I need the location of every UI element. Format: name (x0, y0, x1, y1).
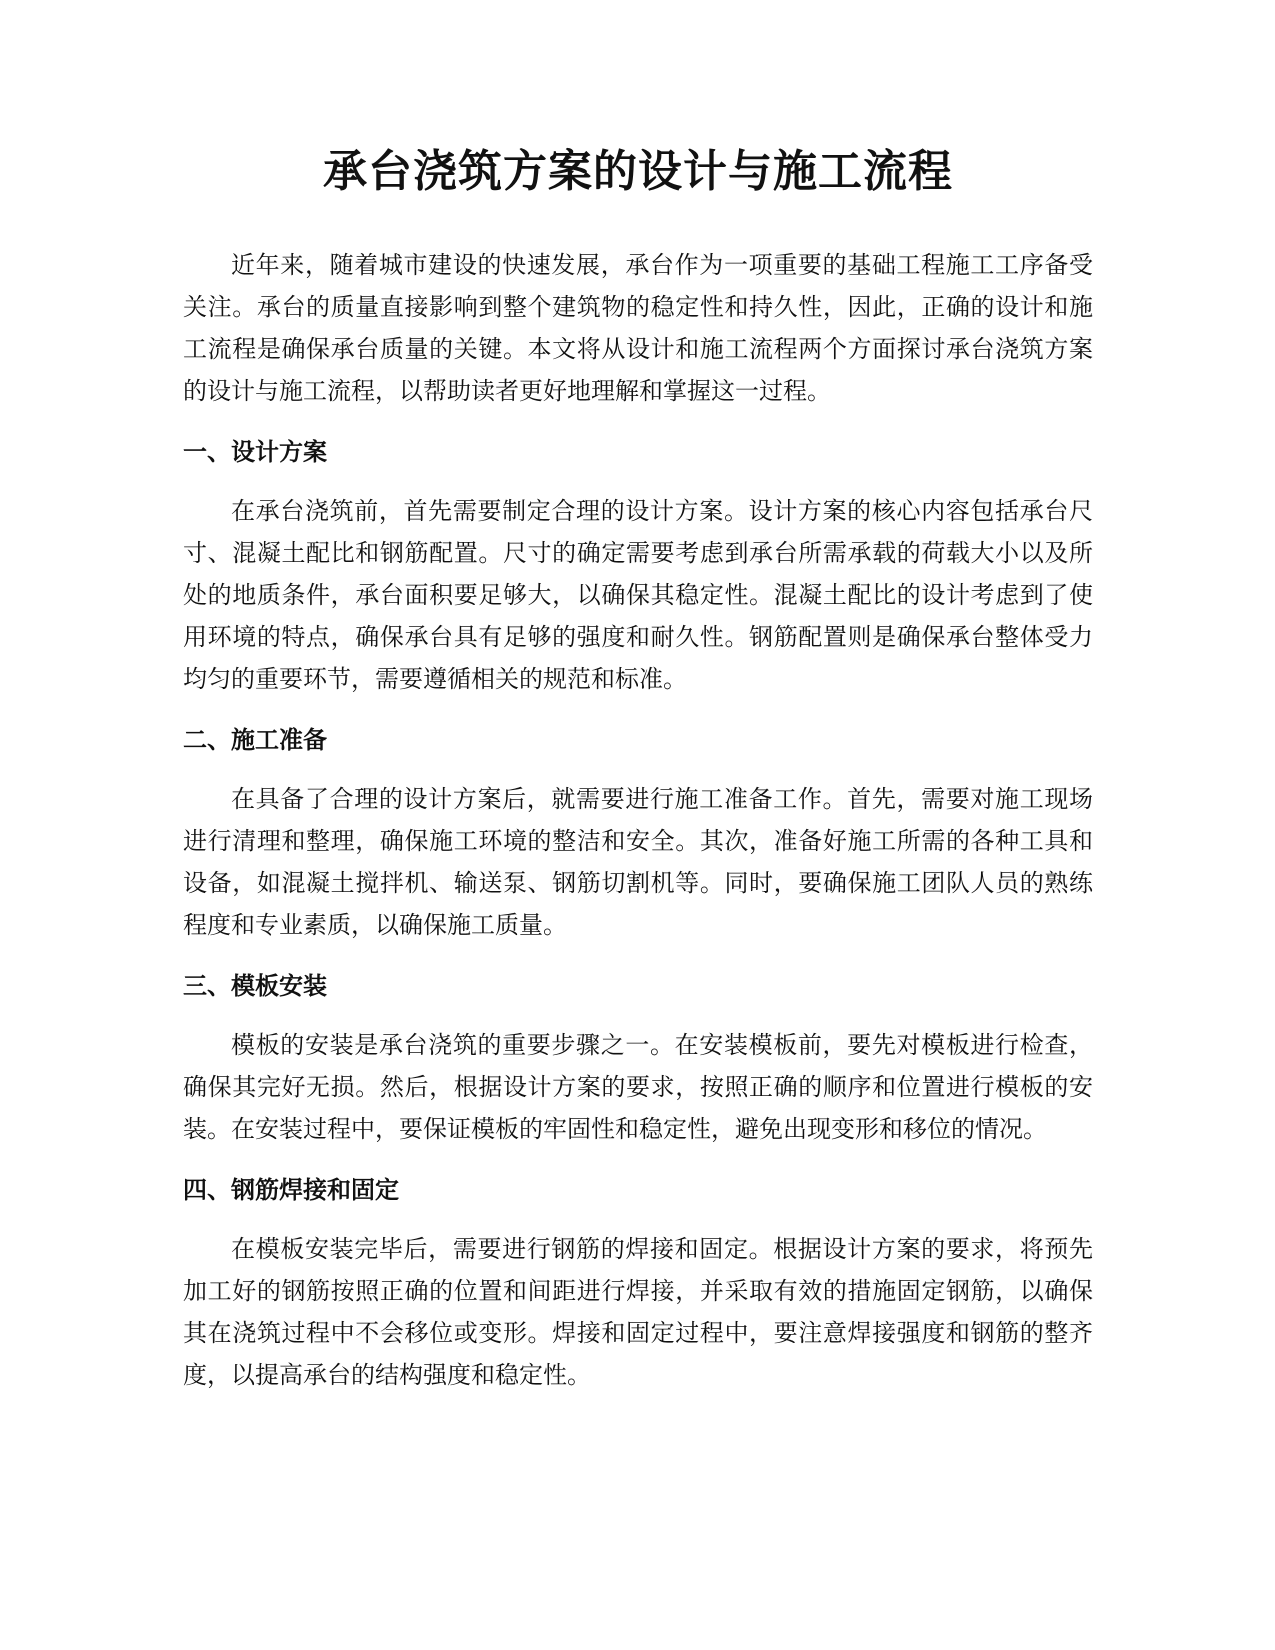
section-heading: 四、钢筋焊接和固定 (183, 1176, 399, 1204)
section-formwork (183, 966, 1093, 1150)
document-page (183, 140, 1093, 1396)
section-paragraph: 在承台浇筑前，首先需要制定合理的设计方案。设计方案的核心内容包括承台尺寸、混凝土配比和钢筋配置。尺寸的确定需要考虑到承台所需承载的荷载大小以及所处的地质条件，承台面积要足够大，以确保其稳定性。混凝土配比的设计考虑到了使用环境的特点，确保承台具有足够的强度和耐久性。钢筋配置则是确保承台整体受力均匀的重要环节，需要遵循相关的规范和标准。 (183, 497, 1093, 693)
section-heading: 三、模板安装 (183, 972, 327, 1000)
section-heading: 二、施工准备 (183, 726, 327, 754)
section-preparation (183, 720, 1093, 946)
intro-paragraph: 近年来，随着城市建设的快速发展，承台作为一项重要的基础工程施工工序备受关注。承台的质量直接影响到整个建筑物的稳定性和持久性，因此，正确的设计和施工流程是确保承台质量的关键。本文将从设计和施工流程两个方面探讨承台浇筑方案的设计与施工流程，以帮助读者更好地理解和掌握这一过程。 (183, 251, 1093, 405)
section-paragraph: 在具备了合理的设计方案后，就需要进行施工准备工作。首先，需要对施工现场进行清理和整理，确保施工环境的整洁和安全。其次，准备好施工所需的各种工具和设备，如混凝土搅拌机、输送泵、钢筋切割机等。同时，要确保施工团队人员的熟练程度和专业素质，以确保施工质量。 (183, 785, 1093, 939)
section-paragraph: 在模板安装完毕后，需要进行钢筋的焊接和固定。根据设计方案的要求，将预先加工好的钢筋按照正确的位置和间距进行焊接，并采取有效的措施固定钢筋，以确保其在浇筑过程中不会移位或变形。焊接和固定过程中，要注意焊接强度和钢筋的整齐度，以提高承台的结构强度和稳定性。 (183, 1235, 1093, 1389)
section-heading: 一、设计方案 (183, 438, 327, 466)
document-title: 承台浇筑方案的设计与施工流程 (323, 146, 953, 197)
section-design (183, 432, 1093, 700)
section-paragraph: 模板的安装是承台浇筑的重要步骤之一。在安装模板前，要先对模板进行检查，确保其完好无损。然后，根据设计方案的要求，按照正确的顺序和位置进行模板的安装。在安装过程中，要保证模板的牢固性和稳定性，避免出现变形和移位的情况。 (183, 1031, 1093, 1143)
section-rebar (183, 1170, 1093, 1396)
